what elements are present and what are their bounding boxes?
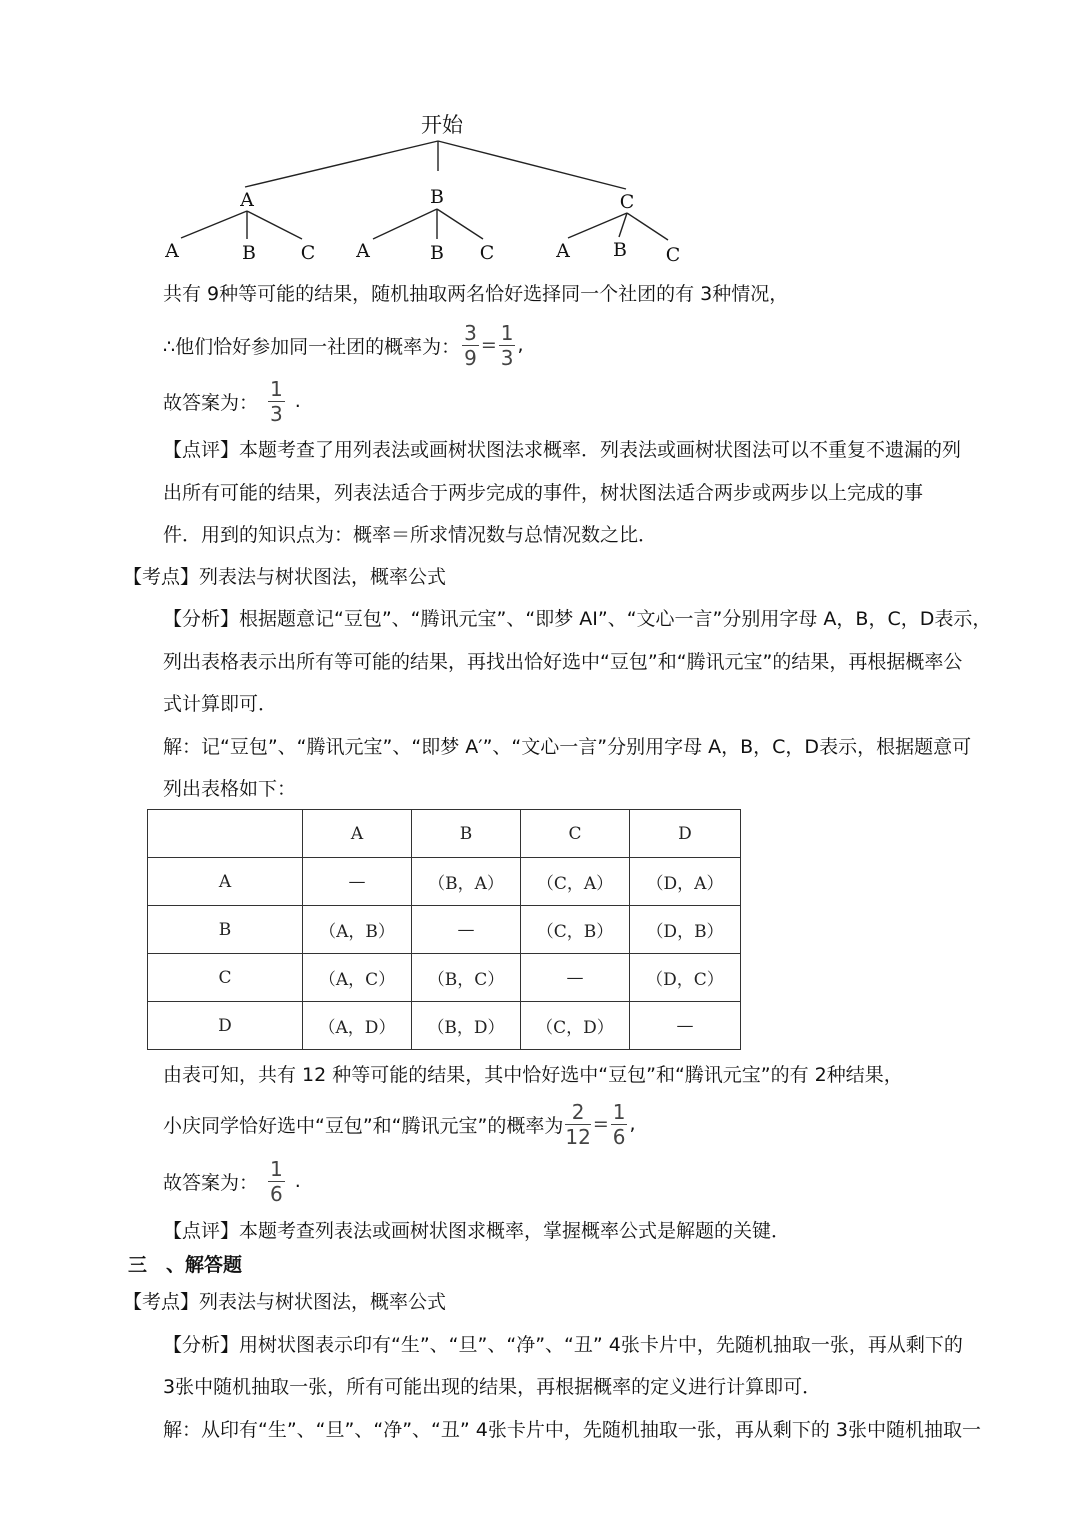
table-row <box>148 954 741 1002</box>
tree-leaf-a-c: C <box>300 242 316 264</box>
answer-fraction <box>268 376 285 426</box>
fraction-denominator: 3 <box>270 401 283 426</box>
p1-review-line1: 【点评】本题考查了用列表法或画树状图法求概率．列表法或画树状图法可以不重复不遗漏的列 <box>163 439 962 461</box>
table-cell: （A，B） <box>303 906 412 954</box>
fraction-1-3 <box>499 320 516 370</box>
tree-leaf-a-a: A <box>165 240 179 262</box>
table-row <box>148 1002 741 1050</box>
answer-fraction <box>268 1156 285 1206</box>
answer-label: 故答案为： <box>163 391 259 414</box>
fraction-denominator: 6 <box>270 1181 283 1206</box>
table-cell: （C，A） <box>521 858 630 906</box>
fraction-denominator: 9 <box>464 345 477 370</box>
tree-leaf-c-b: B <box>613 239 627 261</box>
table-cell: — <box>412 906 521 954</box>
period: . <box>294 390 301 412</box>
table-header-row <box>148 810 741 858</box>
fraction-numerator: 3 <box>464 320 477 345</box>
tree-leaf-edges <box>181 209 668 240</box>
tree-leaf-b-c: C <box>479 242 495 264</box>
table-header-cell: D <box>630 810 741 858</box>
outcome-table <box>147 809 741 1050</box>
fraction-denominator: 6 <box>612 1124 626 1149</box>
table-row-header: D <box>148 1002 303 1050</box>
fraction-3-9 <box>462 320 479 370</box>
equals-sign: = <box>480 334 497 356</box>
q2-answer-line <box>163 1156 301 1206</box>
q2-probability-line <box>163 1099 636 1149</box>
table-cell: （D，B） <box>630 906 741 954</box>
equals-sign: = <box>592 1113 609 1135</box>
fraction-numerator: 1 <box>500 320 514 345</box>
section3-solution-line1: 解：从印有“生”、“旦”、“净”、“丑” 4张卡片中，先随机抽取一张，再从剩下的 3张中随机抽取一 <box>163 1419 982 1441</box>
table-cell: （B，C） <box>412 954 521 1002</box>
table-cell: （D，C） <box>630 954 741 1002</box>
comma: , <box>629 1113 636 1135</box>
p1-review-line2: 出所有可能的结果，列表法适合于两步完成的事件，树状图法适合两步或两步以上完成的事 <box>163 482 924 504</box>
table-row <box>148 906 741 954</box>
q2-probability-label: 小庆同学恰好选中“豆包”和“腾讯元宝”的概率为 <box>163 1114 564 1137</box>
q2-review: 【点评】本题考查列表法或画树状图求概率，掌握概率公式是解题的关键． <box>163 1220 791 1242</box>
fraction-2-12 <box>565 1099 591 1149</box>
fraction-numerator: 2 <box>565 1102 590 1125</box>
tree-diagram <box>150 105 710 270</box>
table-cell: （D，A） <box>630 858 741 906</box>
section3-kaodian: 【考点】列表法与树状图法，概率公式 <box>123 1291 447 1313</box>
table-header-cell: A <box>303 810 412 858</box>
table-cell: （A，D） <box>303 1002 412 1050</box>
fraction-denominator: 3 <box>500 345 514 370</box>
tree-branch-a: A <box>240 189 254 211</box>
q2-kaodian: 【考点】列表法与树状图法，概率公式 <box>123 566 447 588</box>
table-corner-cell <box>148 810 303 858</box>
table-header-cell: B <box>412 810 521 858</box>
answer-label: 故答案为： <box>163 1171 259 1194</box>
table-header-cell: C <box>521 810 630 858</box>
q2-analysis-line2: 列出表格表示出所有等可能的结果，再找出恰好选中“豆包”和“腾讯元宝”的结果，再根据概率公 <box>163 651 963 673</box>
fraction-numerator: 1 <box>612 1099 626 1124</box>
tree-leaf-c-c: C <box>665 244 681 266</box>
tree-branch-c: C <box>619 191 635 213</box>
table-cell: （A，C） <box>303 954 412 1002</box>
comma: , <box>517 334 524 356</box>
table-cell: （C，D） <box>521 1002 630 1050</box>
table-row-header: C <box>148 954 303 1002</box>
p1-review-line3: 件．用到的知识点为：概率＝所求情况数与总情况数之比． <box>163 524 658 546</box>
q2-solution-line2: 列出表格如下： <box>163 778 297 800</box>
p1-line1: 共有 9种等可能的结果，随机抽取两名恰好选择同一个社团的有 3种情况， <box>163 283 789 305</box>
q2-analysis-line3: 式计算即可． <box>163 693 278 715</box>
p1-probability-line <box>163 320 524 370</box>
section3-analysis-line2: 3张中随机抽取一张，所有可能出现的结果，再根据概率的定义进行计算即可． <box>163 1376 822 1398</box>
tree-leaf-b-b: B <box>430 242 444 264</box>
table-cell: — <box>303 858 412 906</box>
period: . <box>294 1170 301 1192</box>
table-cell: （B，D） <box>412 1002 521 1050</box>
fraction-numerator: 1 <box>270 1156 283 1181</box>
table-cell: （B，A） <box>412 858 521 906</box>
tree-root: 开始 <box>421 113 463 137</box>
p1-answer-line <box>163 376 301 426</box>
q2-solution-line1: 解：记“豆包”、“腾讯元宝”、“即梦 A′”、“文心一言”分别用字母 A，B，C，D表示，根据题意可 <box>163 736 972 758</box>
p1-probability-label: ∴他们恰好参加同一社团的概率为： <box>163 335 461 358</box>
fraction-denominator: 12 <box>565 1124 591 1149</box>
q2-result-line1: 由表可知，共有 12 种等可能的结果，其中恰好选中“豆包”和“腾讯元宝”的有 2种结果， <box>163 1064 903 1086</box>
table-row-header: B <box>148 906 303 954</box>
q2-analysis-line1: 【分析】根据题意记“豆包”、“腾讯元宝”、“即梦 AI”、“文心一言”分别用字母 A，B，C，D表示， <box>163 608 992 630</box>
fraction-1-6 <box>611 1099 628 1149</box>
table-cell: — <box>630 1002 741 1050</box>
tree-root-edges <box>245 141 626 189</box>
table-row <box>148 858 741 906</box>
table-cell: （C，B） <box>521 906 630 954</box>
table-cell: — <box>521 954 630 1002</box>
section-heading: 三 、解答题 <box>128 1254 243 1276</box>
section3-analysis-line1: 【分析】用树状图表示印有“生”、“旦”、“净”、“丑” 4张卡片中，先随机抽取一张，再从剩下的 <box>163 1334 963 1356</box>
tree-branch-b: B <box>430 186 444 208</box>
table-row-header: A <box>148 858 303 906</box>
tree-leaf-b-a: A <box>356 240 370 262</box>
tree-leaf-c-a: A <box>556 240 570 262</box>
fraction-numerator: 1 <box>270 376 283 401</box>
tree-leaf-a-b: B <box>242 242 256 264</box>
